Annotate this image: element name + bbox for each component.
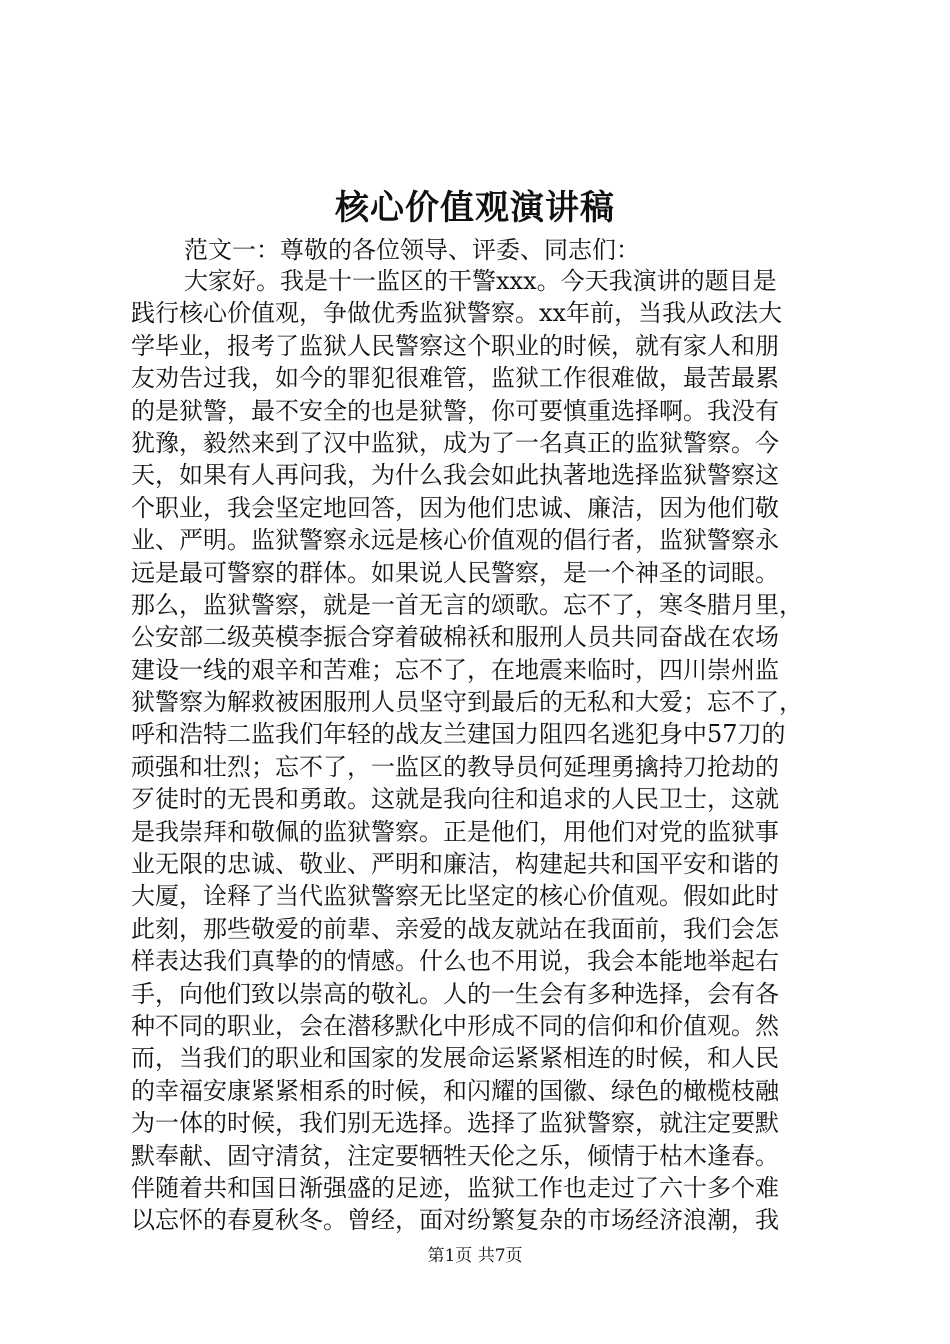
body-line: 那么，监狱警察，就是一首无言的颂歌。忘不了，寒冬腊月里， bbox=[131, 590, 803, 619]
body-line: 顽强和壮烈；忘不了，一监区的教导员何延理勇擒持刀抢劫的 bbox=[131, 752, 779, 781]
body-line: 手，向他们致以崇高的敬礼。人的一生会有多种选择，会有各 bbox=[131, 979, 779, 1008]
document-title: 核心价值观演讲稿 bbox=[335, 188, 615, 228]
body-line: 大家好。我是十一监区的干警xxx。今天我演讲的题目是 bbox=[184, 267, 777, 295]
body-line: 而，当我们的职业和国家的发展命运紧紧相连的时候，和人民 bbox=[131, 1044, 779, 1073]
body-line: 狱警察为解救被困服刑人员坚守到最后的无私和大爱；忘不了， bbox=[131, 688, 803, 717]
body-line: 此刻，那些敬爱的前辈、亲爱的战友就站在我面前，我们会怎 bbox=[131, 914, 779, 943]
body-line: 伴随着共和国日渐强盛的足迹，监狱工作也走过了六十多个难 bbox=[131, 1173, 779, 1202]
body-line: 业、严明。监狱警察永远是核心价值观的倡行者，监狱警察永 bbox=[131, 526, 779, 555]
body-line: 犹豫，毅然来到了汉中监狱，成为了一名真正的监狱警察。今 bbox=[131, 428, 779, 457]
body-line: 友劝告过我，如今的罪犯很难管，监狱工作很难做，最苦最累 bbox=[131, 364, 779, 393]
page-footer: 第1页 共7页 bbox=[427, 1246, 523, 1266]
body-line: 大厦，诠释了当代监狱警察无比坚定的核心价值观。假如此时 bbox=[131, 882, 779, 911]
body-line: 学毕业，报考了监狱人民警察这个职业的时候，就有家人和朋 bbox=[131, 331, 779, 360]
body-line: 个职业，我会坚定地回答，因为他们忠诚、廉洁，因为他们敬 bbox=[131, 493, 779, 522]
body-line: 的幸福安康紧紧相系的时候，和闪耀的国徽、绿色的橄榄枝融 bbox=[131, 1076, 779, 1105]
body-line: 呼和浩特二监我们年轻的战友兰建国力阻四名逃犯身中57刀的 bbox=[131, 720, 786, 749]
body-line: 远是最可警察的群体。如果说人民警察，是一个神圣的词眼。 bbox=[131, 558, 779, 587]
body-line: 以忘怀的春夏秋冬。曾经，面对纷繁复杂的市场经济浪潮，我 bbox=[131, 1206, 779, 1235]
body-line: 建设一线的艰辛和苦难；忘不了，在地震来临时，四川崇州监 bbox=[131, 655, 779, 684]
body-line: 默奉献、固守清贫，注定要牺牲天伦之乐，倾情于枯木逢春。 bbox=[131, 1141, 779, 1170]
body-line: 公安部二级英模李振合穿着破棉袄和服刑人员共同奋战在农场 bbox=[131, 623, 779, 652]
body-line: 践行核心价值观，争做优秀监狱警察。xx年前，当我从政法大 bbox=[131, 299, 783, 328]
body-line: 歹徒时的无畏和勇敢。这就是我向往和追求的人民卫士，这就 bbox=[131, 785, 779, 814]
body-line: 为一体的时候，我们别无选择。选择了监狱警察，就注定要默 bbox=[131, 1109, 779, 1138]
body-line: 天，如果有人再问我，为什么我会如此执著地选择监狱警察这 bbox=[131, 461, 779, 490]
body-text bbox=[131, 265, 831, 1237]
body-line: 业无限的忠诚、敬业、严明和廉洁，构建起共和国平安和谐的 bbox=[131, 850, 779, 879]
body-line: 种不同的职业，会在潜移默化中形成不同的信仰和价值观。然 bbox=[131, 1011, 779, 1040]
body-line: 是我崇拜和敬佩的监狱警察。正是他们，用他们对党的监狱事 bbox=[131, 817, 779, 846]
body-line: 样表达我们真挚的的情感。什么也不用说，我会本能地举起右 bbox=[131, 947, 779, 976]
body-line: 的是狱警，最不安全的也是狱警，你可要慎重选择啊。我没有 bbox=[131, 396, 779, 425]
salutation-line: 范文一：尊敬的各位领导、评委、同志们： bbox=[184, 236, 640, 264]
